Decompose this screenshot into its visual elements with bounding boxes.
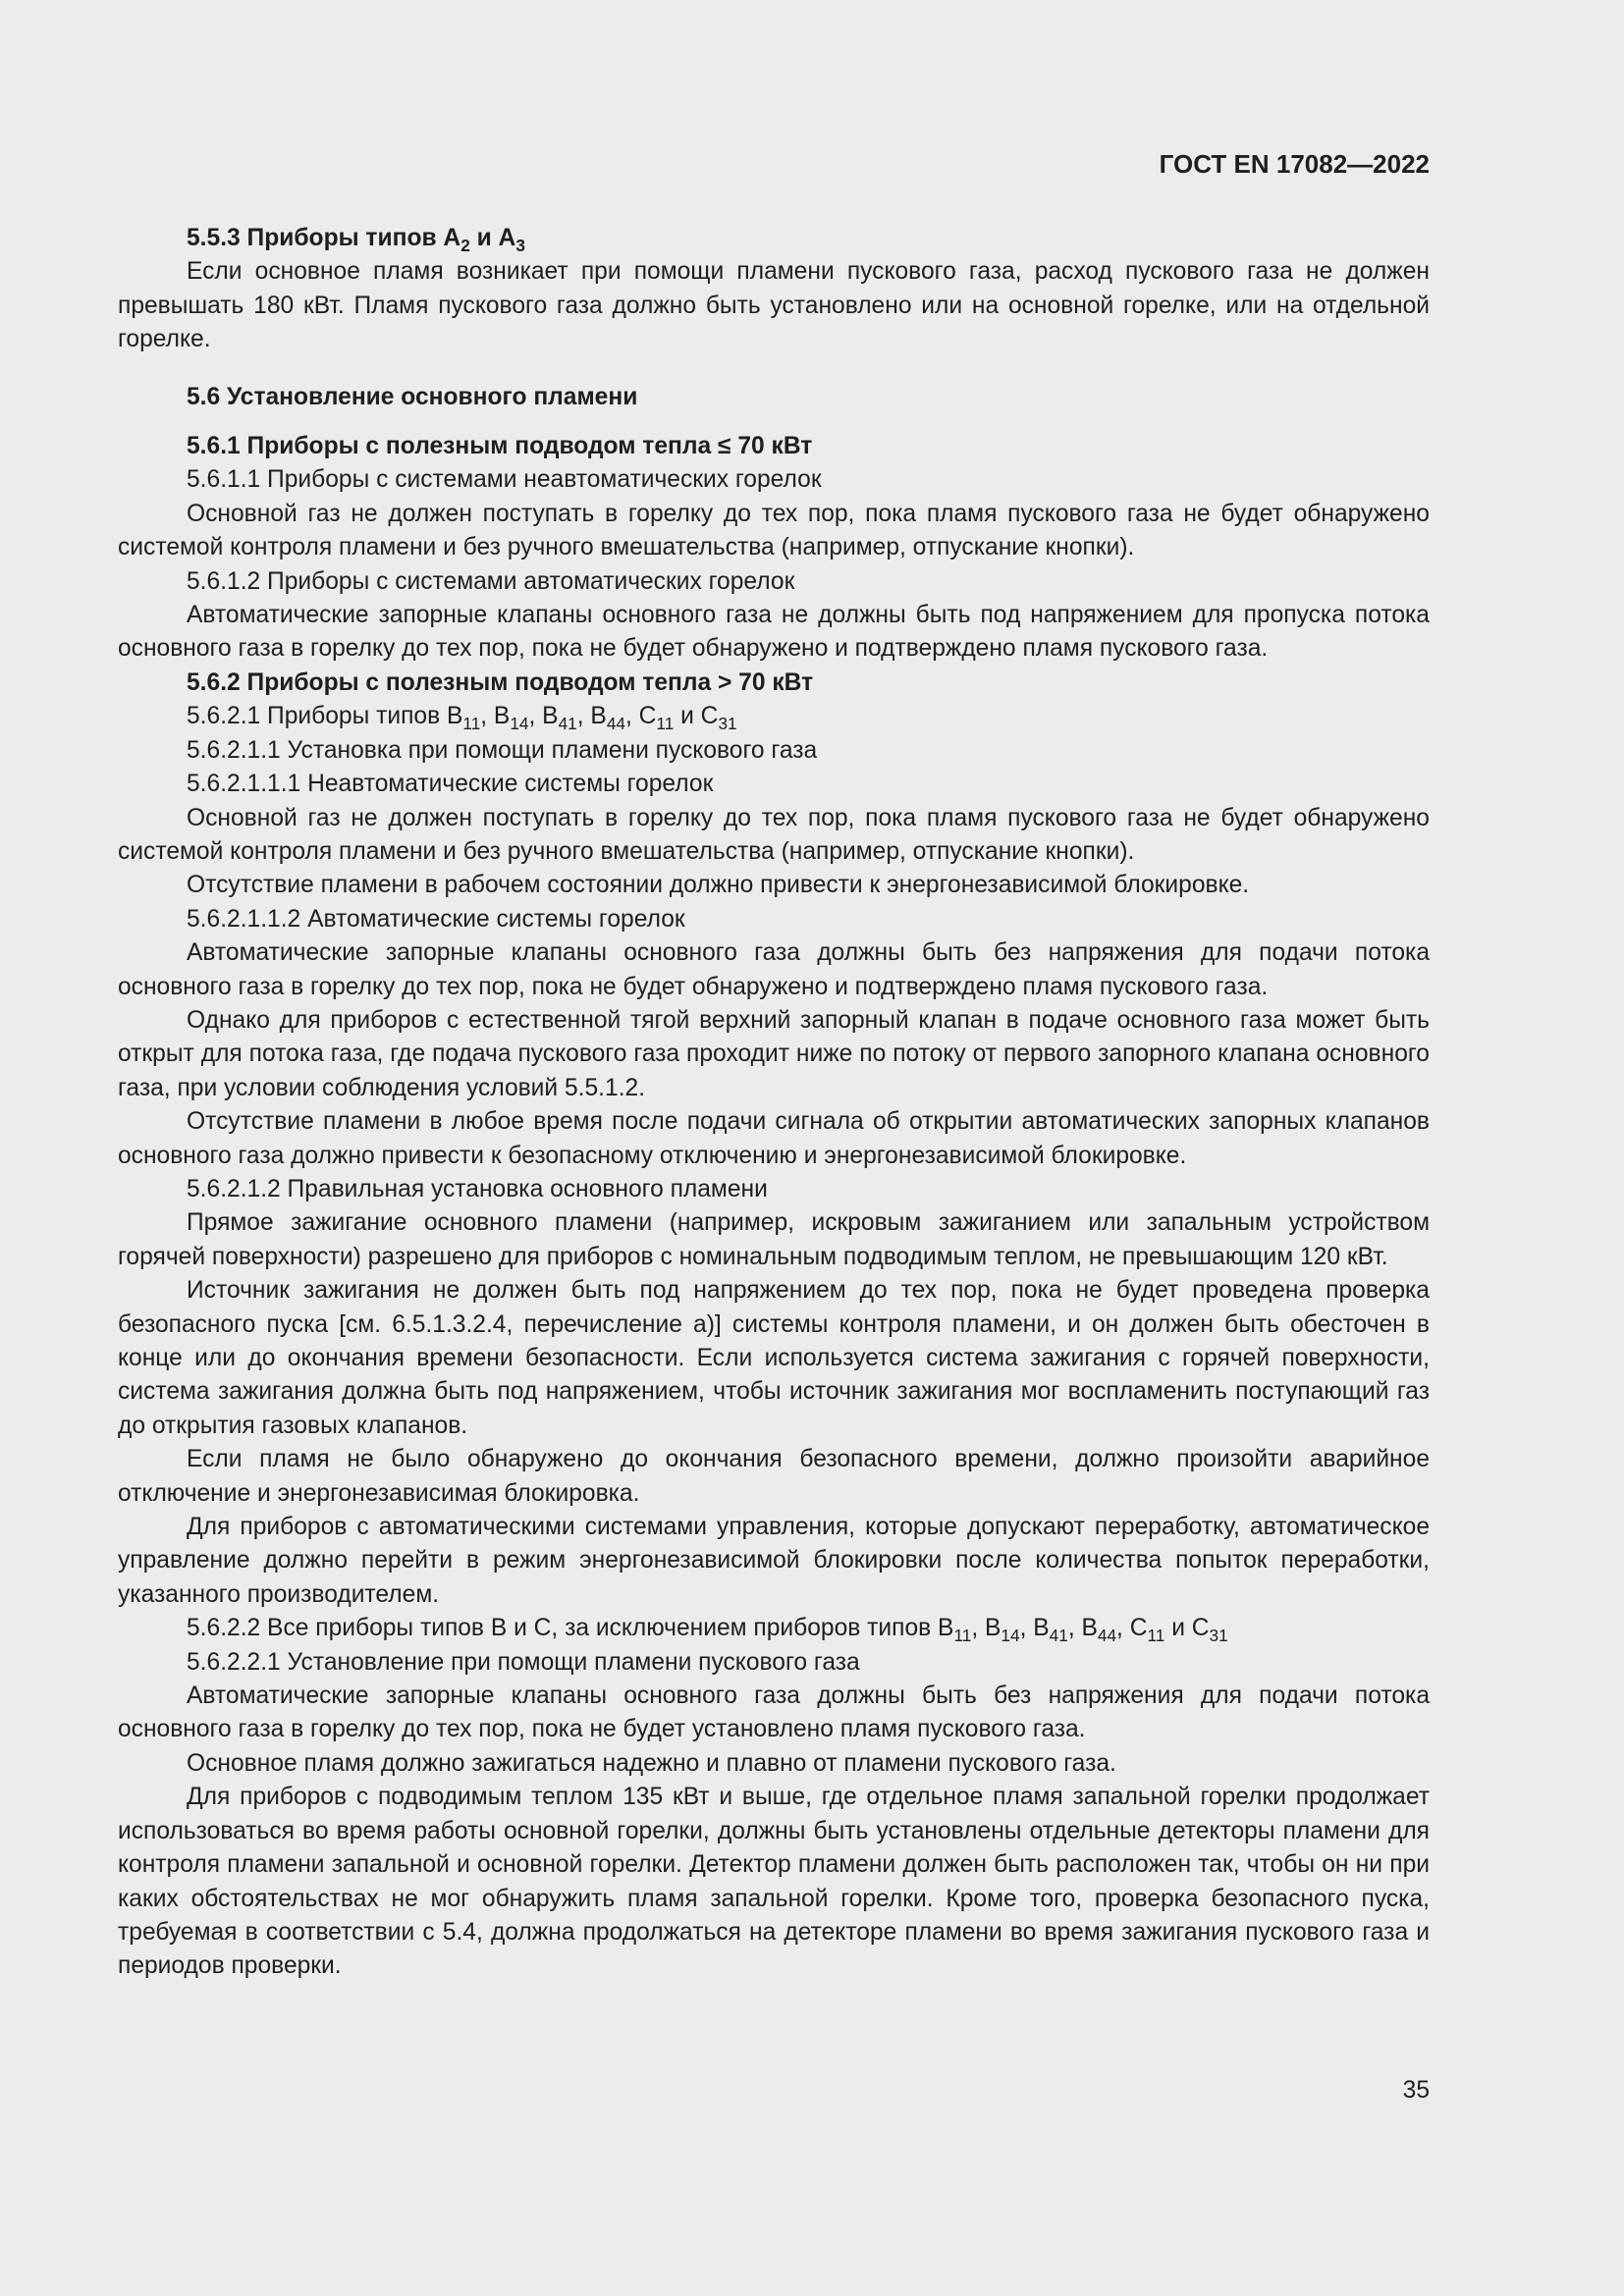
paragraph: Автоматические запорные клапаны основного газа не должны быть под напряжением для пропуска потока основного газа в горелку до тех пор, пока не будет обнаружено и подтверждено пламя пускового газа. bbox=[118, 602, 1430, 663]
paragraph: Для приборов с подводимым теплом 135 кВт и выше, где отдельное пламя запальной горелки продолжает использоваться во время работы основной горелки, должны быть установлены отдельные детекторы пламени для контроля пламени запальной и основной горелки. Детектор пламени должен быть расположен так, чтобы он ни при каких обстоятельствах не мог обнаружить пламя запальной горелки. Кроме того, проверка безопасного пуска, требуемая в соответствии с 5.4, должна продолжаться на детекторе пламени во время зажигания пускового газа и периодов проверки. bbox=[118, 1784, 1430, 1980]
document-header bbox=[118, 147, 1430, 181]
subheading-5-6-2-2: 5.6.2.2 Все приборы типов B и C, за исключением приборов типов $B_{11}$, $B_{14}$, $B_{41}$, $B_{44}$, $C_{11}$ и $C_{31}$ bbox=[187, 1615, 1228, 1646]
paragraph: Отсутствие пламени в рабочем состоянии должно привести к энергонезависимой блокировке. bbox=[187, 872, 1250, 899]
heading-5-6-1: 5.6.1 Приборы с полезным подводом тепла ≤ 70 кВт bbox=[187, 433, 813, 460]
paragraph: Основной газ не должен поступать в горелку до тех пор, пока пламя пускового газа не будет обнаружено системой контроля пламени и без ручного вмешательства (например, отпускание кнопки). bbox=[118, 500, 1430, 561]
subheading-5-6-2-1-1: 5.6.2.1.1 Установка при помощи пламени пускового газа bbox=[187, 736, 818, 764]
paragraph: Если основное пламя возникает при помощи пламени пускового газа, расход пускового газа не должен превышать 180 кВт. Пламя пускового газа должно быть установлено или на основной горелке, или на отдельной горелке. bbox=[118, 258, 1430, 353]
paragraph: Для приборов с автоматическими системами управления, которые допускают переработку, автоматическое управление должно перейти в режим энергонезависимой блокировки после количества попыток переработки, указанного производителем. bbox=[118, 1514, 1430, 1608]
paragraph: Отсутствие пламени в любое время после подачи сигнала об открытии автоматических запорных клапанов основного газа должно привести к безопасному отключению и энергонезависимой блокировке. bbox=[118, 1108, 1430, 1169]
standard-code: ГОСТ EN 17082—2022 bbox=[1159, 149, 1430, 179]
document-body bbox=[118, 222, 1430, 1984]
subheading-5-6-2-1: 5.6.2.1 Приборы типов $B_{11}$, $B_{14}$, $B_{41}$, $B_{44}$, $C_{11}$ и $C_{31}$ bbox=[187, 703, 737, 734]
paragraph: Источник зажигания не должен быть под напряжением до тех пор, пока не будет проведена проверка безопасного пуска [см. 6.5.1.3.2.4, перечисление a)] системы контроля пламени, и он должен быть обесточен в конце или до окончания времени безопасности. Если используется система зажигания с горячей поверхности, система зажигания должна быть под напряжением, чтобы источник зажигания мог воспламенить поступающий газ до открытия газовых клапанов. bbox=[118, 1277, 1430, 1439]
page-number: 35 bbox=[1402, 2077, 1430, 2104]
heading-5-5-3: 5.5.3 Приборы типов $A_2$ и $A_3$ bbox=[187, 225, 525, 256]
heading-5-6-2: 5.6.2 Приборы с полезным подводом тепла > 70 кВт bbox=[187, 668, 814, 696]
paragraph: Прямое зажигание основного пламени (например, искровым зажиганием или запальным устройством горячей поверхности) разрешено для приборов с номинальным подводимым теплом, не превышающим 120 кВт. bbox=[118, 1209, 1430, 1270]
paragraph: Автоматические запорные клапаны основного газа должны быть без напряжения для подачи потока основного газа в горелку до тех пор, пока не будет установлено пламя пускового газа. bbox=[118, 1682, 1430, 1743]
paragraph: Автоматические запорные клапаны основного газа должны быть без напряжения для подачи потока основного газа в горелку до тех пор, пока не будет обнаружено и подтверждено пламя пускового газа. bbox=[118, 939, 1430, 1000]
paragraph: Однако для приборов с естественной тягой верхний запорный клапан в подаче основного газа может быть открыт для потока газа, где подача пускового газа проходит ниже по потоку от первого запорного клапана основного газа, при условии соблюдения условий 5.5.1.2. bbox=[118, 1006, 1430, 1101]
subheading-5-6-1-1: 5.6.1.1 Приборы с системами неавтоматических горелок bbox=[187, 466, 822, 494]
subheading-5-6-2-1-1-2: 5.6.2.1.1.2 Автоматические системы горелок bbox=[187, 905, 685, 933]
subheading-5-6-2-2-1: 5.6.2.2.1 Установление при помощи пламени пускового газа bbox=[187, 1648, 860, 1676]
subheading-5-6-2-1-1-1: 5.6.2.1.1.1 Неавтоматические системы горелок bbox=[187, 771, 714, 798]
paragraph: Если пламя не было обнаружено до окончания безопасного времени, должно произойти аварийное отключение и энергонезависимая блокировка. bbox=[118, 1446, 1430, 1507]
paragraph: Основное пламя должно зажигаться надежно и плавно от пламени пускового газа. bbox=[187, 1749, 1116, 1777]
subheading-5-6-2-1-2: 5.6.2.1.2 Правильная установка основного пламени bbox=[187, 1175, 768, 1202]
paragraph: Основной газ не должен поступать в горелку до тех пор, пока пламя пускового газа не будет обнаружено системой контроля пламени и без ручного вмешательства (например, отпускание кнопки). bbox=[118, 804, 1430, 865]
heading-5-6: 5.6 Установление основного пламени bbox=[187, 383, 638, 410]
subheading-5-6-1-2: 5.6.1.2 Приборы с системами автоматических горелок bbox=[187, 567, 795, 595]
